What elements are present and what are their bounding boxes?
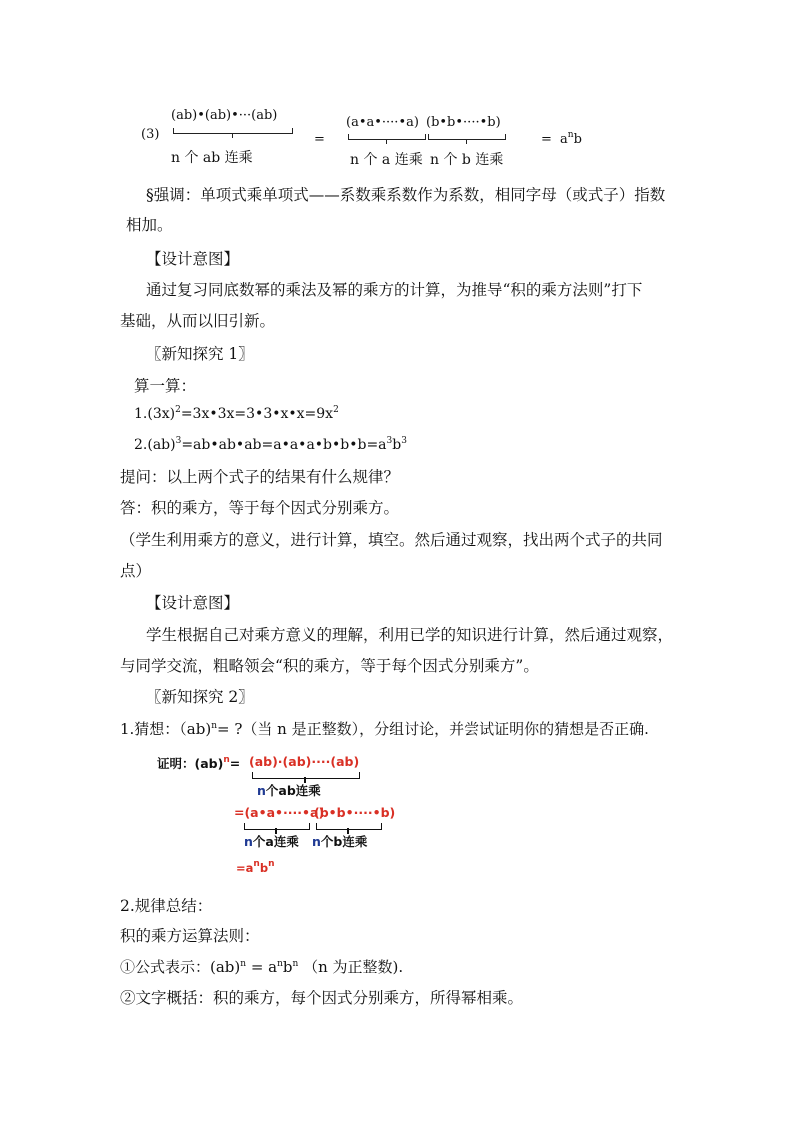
formula-3-label: (3) bbox=[141, 127, 160, 142]
formula-line: ①公式表示：$(ab)^n = a^nb^n$ （n 为正整数). bbox=[120, 958, 404, 976]
text-line: ②文字概括：积的乘方，每个因式分别乘方，所得幂相乘。 bbox=[120, 989, 524, 1007]
underbrace-2a bbox=[348, 134, 426, 140]
emphasis-line-2: 相加。 bbox=[126, 216, 173, 234]
calc-2: $2.(ab)^3=ab•ab•ab=a•a•a•b•b•b=a^3b^3$ bbox=[134, 436, 407, 453]
underbrace-2b bbox=[428, 134, 506, 140]
proof-expr-2a: =(a•a•····•a) bbox=[234, 805, 325, 820]
calc-label: 算一算： bbox=[134, 377, 197, 395]
design-1-line-2: 基础，从而以旧引新。 bbox=[120, 312, 276, 330]
guess-line: 1.猜想：（ab)$^n$= ?（当 n 是正整数），分组讨论，并尝试证明你的猜想是否正确. bbox=[120, 720, 649, 738]
question: 提问：以上两个式子的结果有什么规律？ bbox=[120, 468, 400, 486]
note-line-1: （学生利用乘方的意义，进行计算，填空。然后通过观察，找出两个式子的共同 bbox=[120, 531, 663, 549]
formula-3-result: $a^nb$ bbox=[560, 130, 582, 147]
design-2-line-2: 与同学交流，粗略领会“积的乘方，等于每个因式分别乘方”。 bbox=[120, 657, 539, 675]
proof-under-2b: n个b连乘 bbox=[312, 834, 368, 849]
proof-underbrace-2b bbox=[316, 823, 382, 830]
formula-3-part2a-top: (a•a•····•a) bbox=[346, 115, 419, 130]
summary-heading: 2.规律总结： bbox=[120, 897, 213, 915]
answer: 答：积的乘方，等于每个因式分别乘方。 bbox=[120, 499, 400, 517]
note-line-2: 点） bbox=[120, 562, 152, 580]
rule-heading: 积的乘方运算法则： bbox=[120, 927, 260, 945]
design-heading-2: 【设计意图】 bbox=[146, 594, 240, 612]
formula-3-part2b-bottom: n 个 b 连乘 bbox=[430, 152, 504, 168]
underbrace-1 bbox=[173, 128, 293, 134]
calc-1: $1.(3x)^2=3x•3x=3•3•x•x=9x^2$ bbox=[134, 405, 339, 422]
formula-3-part2b-top: (b•b•····•b) bbox=[426, 115, 501, 130]
design-heading-1: 【设计意图】 bbox=[146, 250, 240, 268]
proof-label: 证明：(ab)$^n$= bbox=[157, 755, 241, 771]
proof-expr-2b: (b•b•····•b) bbox=[314, 805, 396, 820]
design-1-line-1: 通过复习同底数幂的乘法及幂的乘方的计算，为推导“积的乘方法则”打下 bbox=[146, 281, 643, 299]
formula-3-part2a-bottom: n 个 a 连乘 bbox=[350, 152, 423, 168]
proof-underbrace-1 bbox=[252, 772, 360, 779]
design-2-line-1: 学生根据自己对乘方意义的理解，利用已学的知识进行计算，然后通过观察， bbox=[146, 626, 674, 644]
formula-3-part1-top: (ab)•(ab)•···(ab) bbox=[171, 108, 278, 123]
formula-3-eq1: = bbox=[314, 132, 325, 147]
proof-result: $=a^nb^n$ bbox=[236, 859, 275, 875]
explore-1-heading: 〖新知探究 1〗 bbox=[146, 345, 254, 363]
proof-under-2a: n个a连乘 bbox=[244, 834, 299, 849]
proof-under-1: n个ab连乘 bbox=[257, 783, 321, 798]
formula-3-eq2: = bbox=[541, 132, 552, 147]
proof-expr-1: (ab)·(ab)····(ab) bbox=[249, 754, 360, 769]
formula-3-part1-bottom: n 个 ab 连乘 bbox=[171, 150, 253, 166]
proof-underbrace-2a bbox=[244, 823, 310, 830]
explore-2-heading: 〖新知探究 2〗 bbox=[146, 688, 254, 706]
emphasis-line-1: §强调：单项式乘单项式——系数乘系数作为系数，相同字母（或式子）指数 bbox=[146, 186, 666, 204]
